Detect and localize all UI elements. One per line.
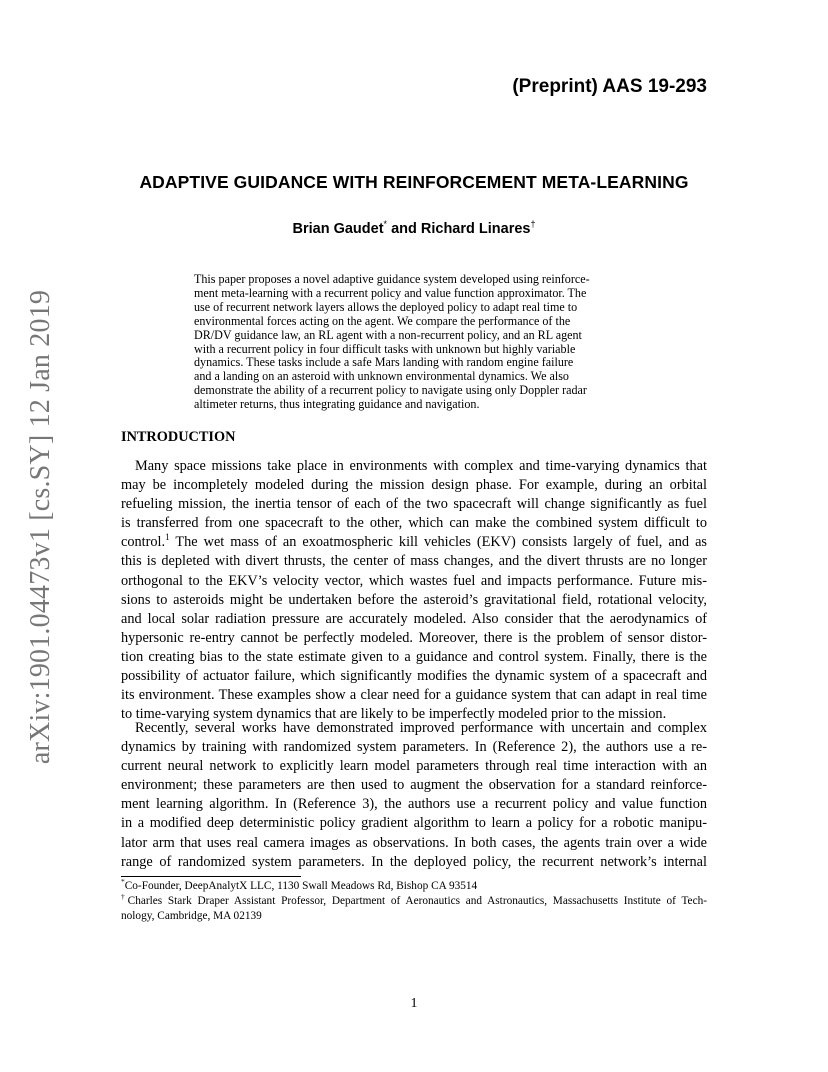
paragraph-line — [121, 533, 707, 552]
footnotes — [121, 879, 707, 924]
abstract-line: DR/DV guidance law, an RL agent with a non-recurrent policy, and an RL agent — [194, 327, 582, 342]
paragraph-line: lator arm that uses real camera images as observations. In both cases, the agents train over a wide — [121, 834, 707, 851]
page-number: 1 — [410, 996, 418, 1011]
abstract-line: and a landing on an asteroid with unknown environmental dynamics. We also — [194, 369, 569, 384]
reference-marker: 1 — [165, 532, 170, 543]
paragraph-line: Recently, several works have demonstrated improved performance with uncertain and complex — [135, 720, 707, 736]
abstract-line: use of recurrent network layers allows the deployed policy to adapt real time to — [194, 299, 578, 314]
abstract-line: environmental forces acting on the agent. We compare the performance of the — [194, 313, 571, 328]
footnote-continuation: nology, Cambridge, MA 02139 — [121, 910, 262, 922]
paragraph-line: ment learning algorithm. In (Reference 3), the authors use a recurrent policy and value function — [121, 796, 707, 813]
paragraph-line: hypersonic re-entry cannot be perfectly modeled. Moreover, there is the problem of sensor distor- — [121, 629, 707, 646]
paragraph-line: and local solar radiation pressure are accurately modeled. Also consider that the aerodynamics of — [121, 610, 707, 627]
paragraph-line: refueling mission, the inertia tensor of each of the two spacecraft will change significantly as fuel — [121, 496, 707, 513]
footnote-marker: * — [121, 877, 125, 887]
paragraph-line: sions to asteroids might be undertaken before the asteroid’s gravitational field, rotational velocity, — [121, 591, 707, 608]
abstract-line: altimeter returns, thus integrating guidance and navigation. — [194, 397, 480, 412]
paragraph-introduction — [121, 457, 707, 724]
paragraph-line: environment; these parameters are then used to augment the observation for a standard reinforce- — [121, 777, 707, 794]
footnote-divider — [121, 876, 301, 877]
paragraph-line: possibility of actuator failure, which significantly modifies the dynamic system of a spacecraft and — [121, 668, 707, 685]
footnote — [121, 894, 707, 909]
footnote — [121, 879, 707, 894]
paragraph-line: current neural network to explicitly learn model parameters through real time interaction with an — [121, 758, 707, 775]
arxiv-identifier: arXiv:1901.04473v1 [cs.SY] 12 Jan 2019 — [25, 289, 56, 765]
paragraph-line: dynamics by training with randomized system parameters. In (Reference 2), the authors use a re- — [121, 739, 707, 756]
paragraph-related-work — [121, 719, 707, 872]
footnote-marker: † — [121, 892, 128, 902]
footnote-text: Co-Founder, DeepAnalytX LLC, 1130 Swall Meadows Rd, Bishop CA 93514 — [124, 880, 478, 892]
abstract-line: with a recurrent policy in four difficult tasks with unknown but highly variable — [194, 341, 576, 356]
author-line — [0, 219, 828, 237]
paragraph-line: may be incompletely modeled during the mission design phase. For example, during an orbital — [121, 477, 707, 494]
footnote-marker: † — [530, 219, 536, 229]
footnote-text: Charles Stark Draper Assistant Professor, Department of Aeronautics and Astronautics, Massachusetts Institute of Tech- — [127, 895, 708, 907]
paragraph-line: to time-varying system dynamics that are likely to be imperfectly modeled prior to the mission. — [121, 706, 667, 723]
preprint-label: (Preprint) AAS 19-293 — [512, 76, 707, 97]
author-name: and Richard Linares — [387, 220, 531, 237]
footnote-marker: * — [383, 219, 388, 229]
paragraph-line: orthogonal to the EKV’s velocity vector, which wastes fuel and impacts performance. Future mis- — [121, 572, 707, 589]
section-heading: INTRODUCTION — [121, 429, 236, 445]
paragraph-line: this is depleted with divert thrusts, the center of mass changes, and the divert thrusts are no longer — [121, 553, 707, 570]
paragraph-line: its environment. These examples show a clear need for a guidance system that can adapt in real time — [121, 687, 707, 704]
line-text: control. — [121, 534, 166, 551]
abstract-line: demonstrate the ability of a recurrent policy to navigate using only Doppler radar — [194, 383, 587, 398]
paragraph-line: range of randomized system parameters. In the deployed policy, the recurrent network’s internal — [121, 853, 707, 870]
paragraph-line: is transferred from one spacecraft to the other, which can make the combined system difficult to — [121, 515, 707, 532]
paragraph-line: Many space missions take place in environments with complex and time-varying dynamics that — [135, 458, 707, 474]
abstract-line: This paper proposes a novel adaptive guidance system developed using reinforce- — [194, 272, 590, 286]
paragraph-line: in a modified deep deterministic policy gradient algorithm to learn a policy for a robotic manipu- — [121, 815, 707, 832]
paper-title: ADAPTIVE GUIDANCE WITH REINFORCEMENT META-LEARNING — [139, 172, 689, 192]
abstract-line: dynamics. These tasks include a safe Mars landing with random engine failure — [194, 355, 574, 370]
abstract — [194, 273, 636, 412]
line-text: The wet mass of an exoatmospheric kill vehicles (EKV) consists largely of fuel, and as — [169, 534, 707, 551]
abstract-line: ment meta-learning with a recurrent policy and value function approximator. The — [194, 285, 587, 300]
paragraph-line: tion creating bias to the state estimate given to a guidance and control system. Finally, there is the — [121, 648, 707, 665]
author-name: Brian Gaudet — [292, 220, 384, 237]
